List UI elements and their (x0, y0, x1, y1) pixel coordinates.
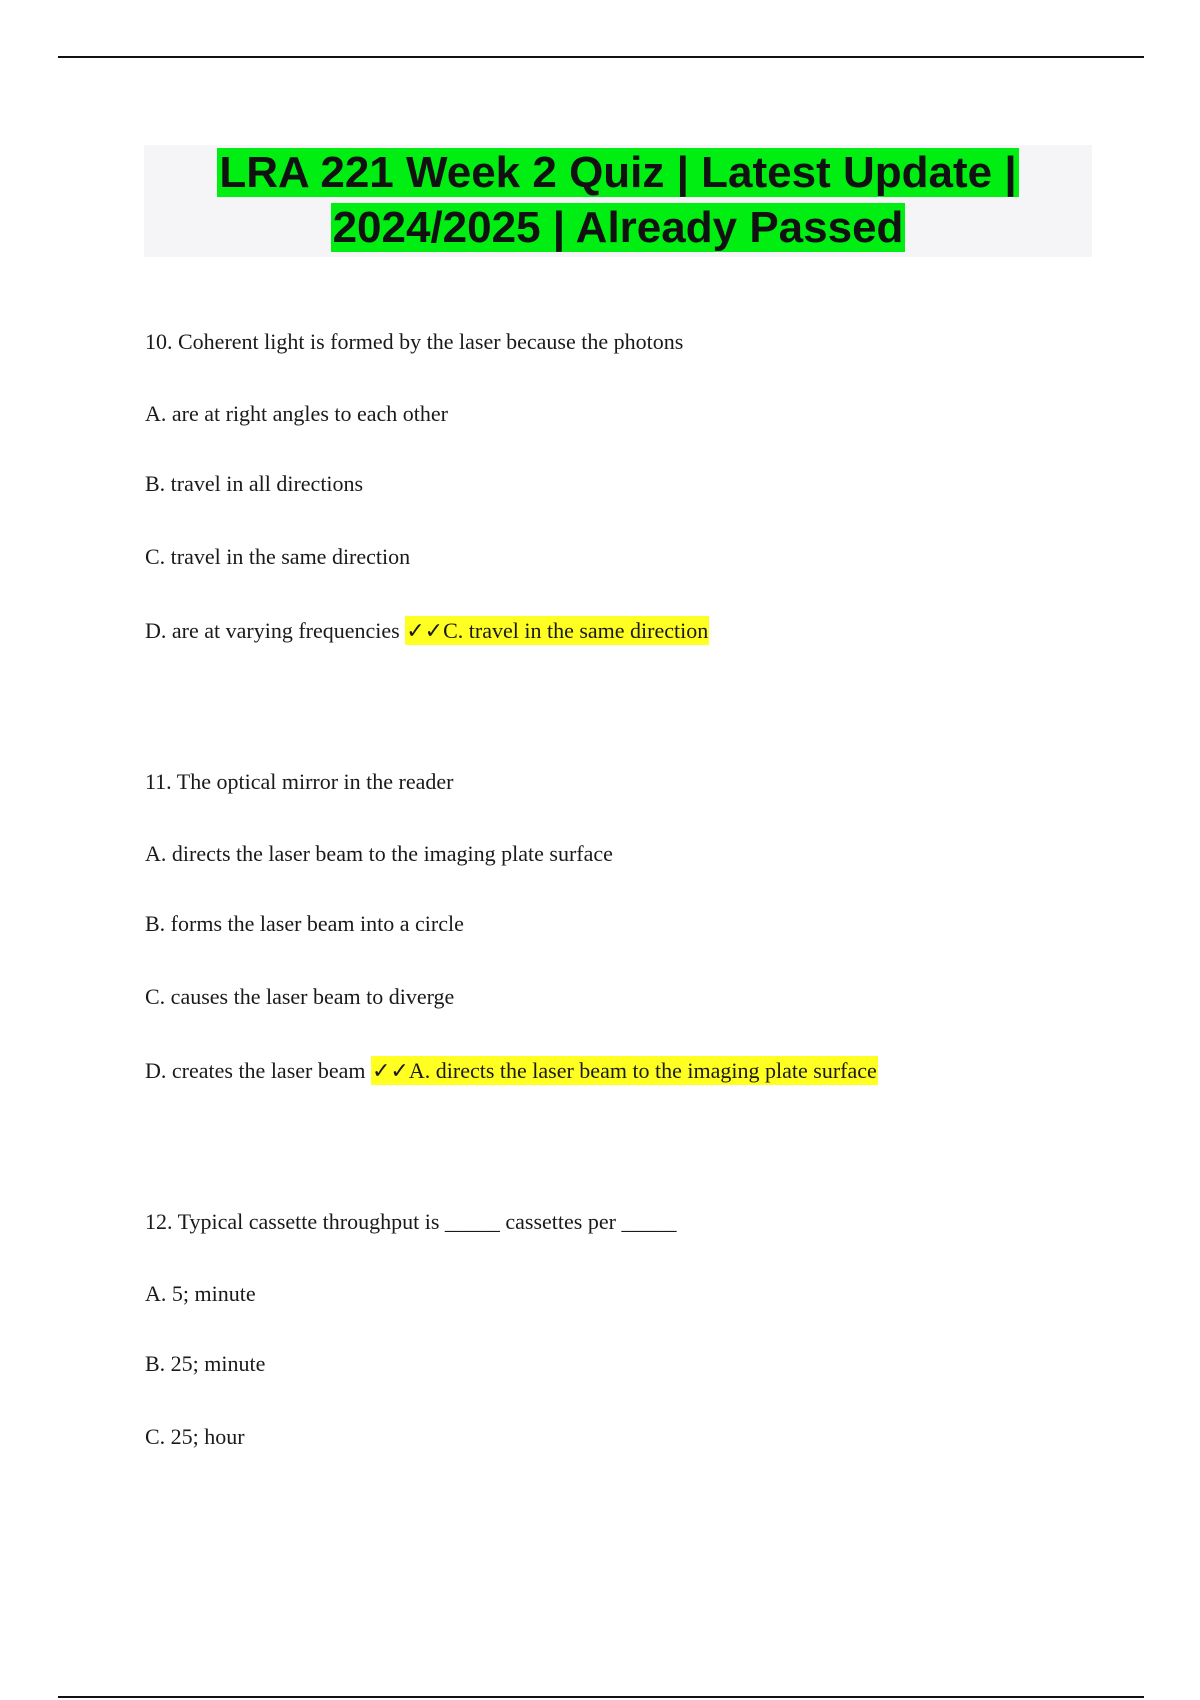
question-10-option-a: A. are at right angles to each other (145, 401, 448, 426)
question-11-option-b: B. forms the laser beam into a circle (145, 911, 464, 936)
question-10-answer: ✓✓C. travel in the same direction (406, 618, 709, 643)
question-10-option-d: D. are at varying frequencies (145, 618, 400, 643)
question-11-option-d-row (145, 1057, 878, 1085)
title-line-1: LRA 221 Week 2 Quiz | Latest Update | (219, 148, 1017, 197)
bottom-rule (58, 1696, 1144, 1698)
question-12-option-c: C. 25; hour (145, 1424, 245, 1449)
title-line-2: 2024/2025 | Already Passed (332, 203, 904, 252)
top-rule (58, 56, 1144, 58)
question-11-option-c: C. causes the laser beam to diverge (145, 984, 455, 1009)
question-10-option-c: C. travel in the same direction (145, 544, 411, 569)
question-11-option-a: A. directs the laser beam to the imaging plate surface (145, 841, 613, 866)
question-11-option-d: D. creates the laser beam (145, 1058, 366, 1083)
question-11: 11. The optical mirror in the reader (145, 769, 454, 794)
question-12-option-a: A. 5; minute (145, 1281, 256, 1306)
question-10: 10. Coherent light is formed by the laser because the photons (145, 329, 684, 354)
question-12: 12. Typical cassette throughput is _____ cassettes per _____ (145, 1209, 677, 1234)
question-10-option-b: B. travel in all directions (145, 471, 364, 496)
question-12-option-b: B. 25; minute (145, 1351, 266, 1376)
document-title (144, 145, 1092, 257)
question-10-option-d-row (145, 617, 709, 645)
question-11-answer: ✓✓A. directs the laser beam to the imaging plate surface (372, 1058, 877, 1083)
